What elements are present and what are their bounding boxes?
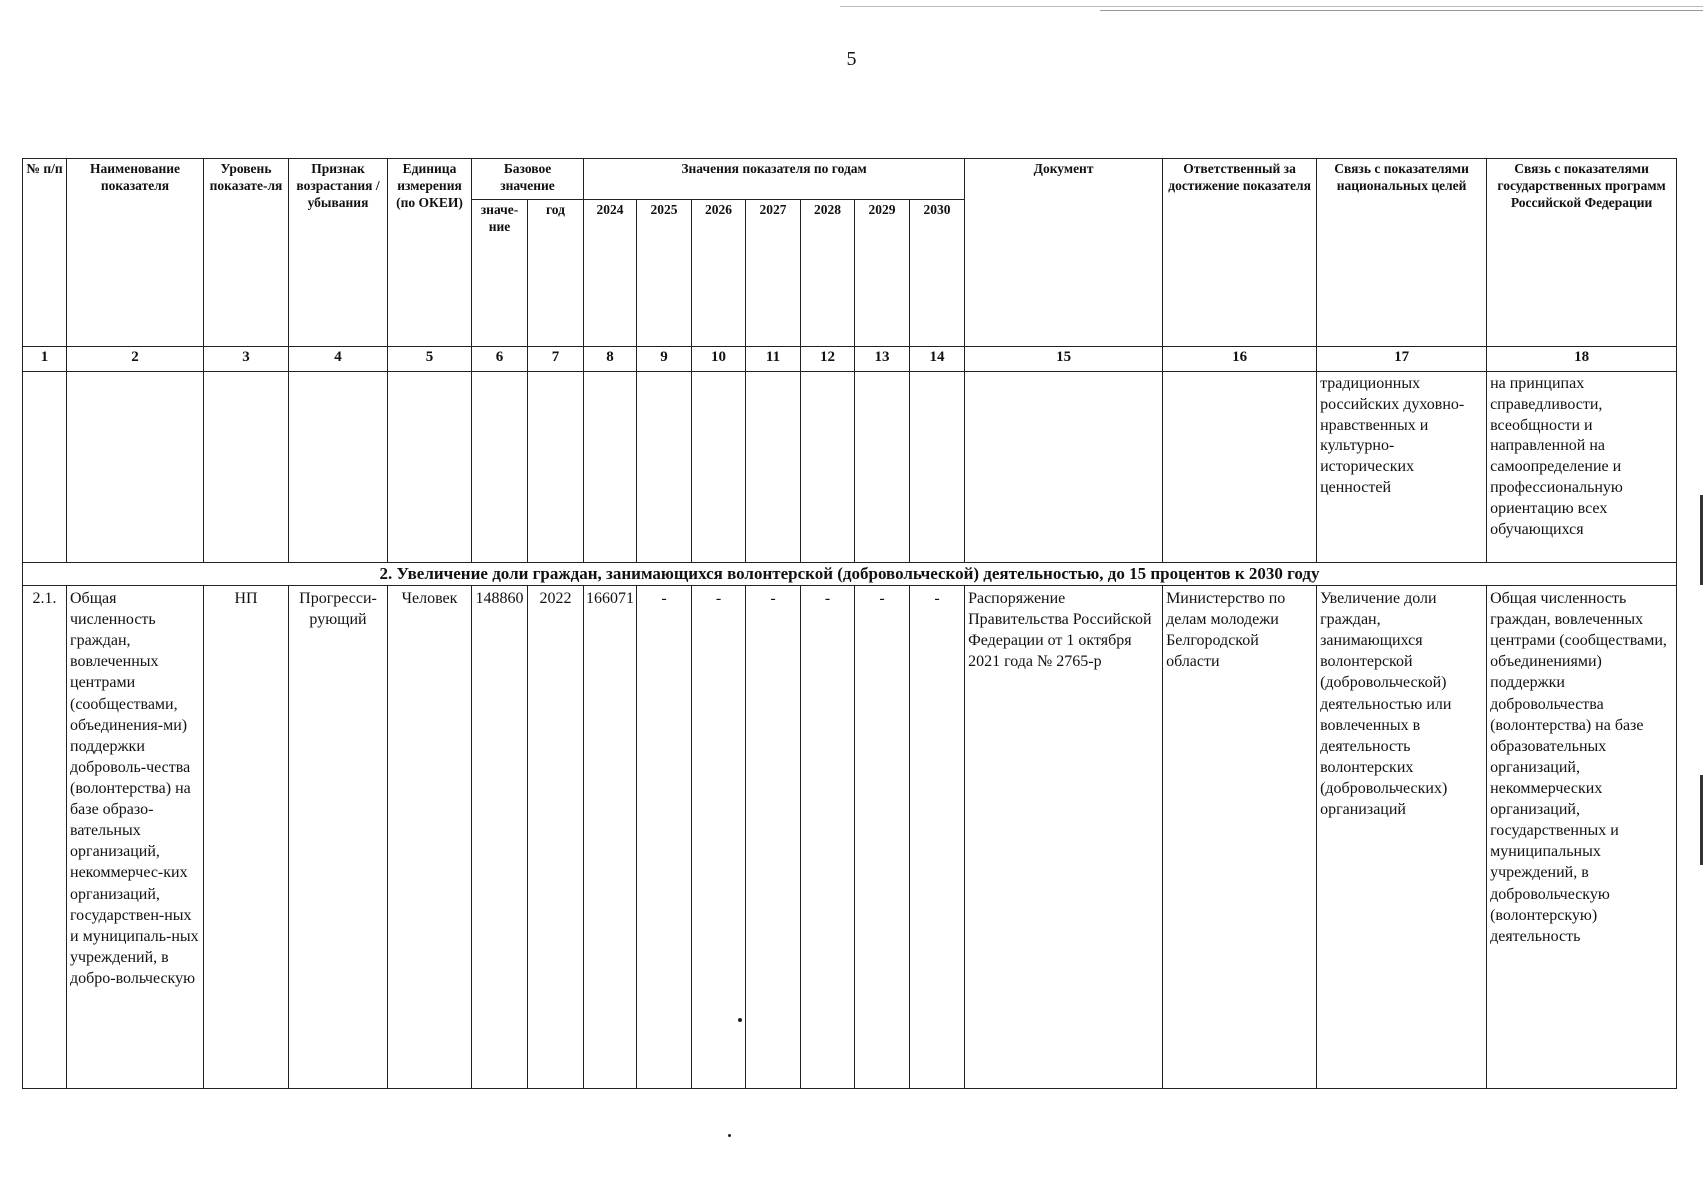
- column-number: 1: [23, 347, 67, 372]
- header-year: 2027: [746, 200, 801, 347]
- column-number: 17: [1317, 347, 1487, 372]
- column-number: 12: [801, 347, 855, 372]
- header-year: 2029: [855, 200, 910, 347]
- document-reference: Распоряжение Правительства Российской Федерации от 1 октября 2021 года № 2765-р: [965, 586, 1163, 1089]
- indicator-level: НП: [204, 586, 289, 1089]
- header-year: 2024: [584, 200, 637, 347]
- column-number: 13: [855, 347, 910, 372]
- column-number: 5: [388, 347, 472, 372]
- empty-cell: [801, 372, 855, 563]
- header-by-years: Значения показателя по годам: [584, 159, 965, 200]
- header-year: 2028: [801, 200, 855, 347]
- header-base-year: год: [528, 200, 584, 347]
- table-row: [23, 586, 1677, 1089]
- column-number: 18: [1487, 347, 1677, 372]
- column-number: 14: [910, 347, 965, 372]
- empty-cell: [388, 372, 472, 563]
- responsible-body: Министерство по делам молодежи Белгородской области: [1163, 586, 1317, 1089]
- scan-speck: [728, 1134, 731, 1137]
- header-base: Базовое значение: [472, 159, 584, 200]
- empty-cell: [637, 372, 692, 563]
- year-value: -: [801, 586, 855, 1089]
- header-year: 2026: [692, 200, 746, 347]
- header-base-value: значе-ние: [472, 200, 528, 347]
- scan-edge-line: [1100, 10, 1703, 11]
- continuation-row: [23, 372, 1677, 563]
- section-title: 2. Увеличение доли граждан, занимающихся волонтерской (добровольческой) деятельностью, до 15 процентов к 2030 году: [23, 563, 1677, 586]
- year-value: 166071: [584, 586, 637, 1089]
- indicator-unit: Человек: [388, 586, 472, 1089]
- header-responsible: Ответственный за достижение показателя: [1163, 159, 1317, 347]
- year-value: -: [910, 586, 965, 1089]
- empty-cell: [528, 372, 584, 563]
- link-national-goal: Увеличение доли граждан, занимающихся волонтерской (добровольческой) деятельностью или вовлеченных в деятельность волонтерских (добровольческих) организаций: [1317, 586, 1487, 1089]
- year-value: -: [637, 586, 692, 1089]
- header-num: № п/п: [23, 159, 67, 347]
- empty-cell: [584, 372, 637, 563]
- header-name: Наименование показателя: [67, 159, 204, 347]
- page-number: 5: [846, 48, 857, 70]
- continuation-link-state: на принципах справедливости, всеобщности и направленной на самоопределение и профессиональную ориентацию всех обучающихся: [1487, 372, 1677, 563]
- base-value: 148860: [472, 586, 528, 1089]
- row-number: 2.1.: [23, 586, 67, 1089]
- header-sign: Признак возрастания / убывания: [289, 159, 388, 347]
- column-number: 15: [965, 347, 1163, 372]
- column-number: 7: [528, 347, 584, 372]
- column-number: 2: [67, 347, 204, 372]
- empty-cell: [855, 372, 910, 563]
- column-number: 4: [289, 347, 388, 372]
- year-value: -: [855, 586, 910, 1089]
- scan-speck: [738, 1018, 742, 1022]
- header-link-state: Связь с показателями государственных программ Российской Федерации: [1487, 159, 1677, 347]
- year-value: -: [692, 586, 746, 1089]
- column-number: 9: [637, 347, 692, 372]
- empty-cell: [746, 372, 801, 563]
- empty-cell: [23, 372, 67, 563]
- header-year: 2025: [637, 200, 692, 347]
- empty-cell: [965, 372, 1163, 563]
- indicator-sign: Прогресси-рующий: [289, 586, 388, 1089]
- empty-cell: [289, 372, 388, 563]
- column-number: 16: [1163, 347, 1317, 372]
- indicator-name: Общая численность граждан, вовлеченных центрами (сообществами, объединения-ми) поддержки доброволь-чества (волонтерства) на базе образо-вательных организаций, некоммерчес-ких организаций, государствен-ных и муниципаль-ных учреждений, в добро-вольческую: [67, 586, 204, 1089]
- header-unit: Единица измерения (по ОКЕИ): [388, 159, 472, 347]
- column-number: 10: [692, 347, 746, 372]
- column-number: 8: [584, 347, 637, 372]
- header-year: 2030: [910, 200, 965, 347]
- empty-cell: [1163, 372, 1317, 563]
- column-number: 3: [204, 347, 289, 372]
- column-number: 11: [746, 347, 801, 372]
- base-year: 2022: [528, 586, 584, 1089]
- link-state-program: Общая численность граждан, вовлеченных центрами (сообществами, объединениями) поддержки добровольчества (волонтерства) на базе образовательных организаций, некоммерческих организаций, государственных и муниципальных учреждений, в добровольческую (волонтерскую) деятельность: [1487, 586, 1677, 1089]
- scan-edge-line: [840, 6, 1703, 7]
- header-row: [23, 159, 1677, 200]
- empty-cell: [472, 372, 528, 563]
- continuation-link-national: традиционных российских духовно-нравственных и культурно-исторических ценностей: [1317, 372, 1487, 563]
- empty-cell: [692, 372, 746, 563]
- header-level: Уровень показате-ля: [204, 159, 289, 347]
- section-row: [23, 563, 1677, 586]
- empty-cell: [67, 372, 204, 563]
- empty-cell: [910, 372, 965, 563]
- column-number-row: [23, 347, 1677, 372]
- year-value: -: [746, 586, 801, 1089]
- column-number: 6: [472, 347, 528, 372]
- header-document: Документ: [965, 159, 1163, 347]
- indicators-table: [22, 158, 1677, 1089]
- header-link-national: Связь с показателями национальных целей: [1317, 159, 1487, 347]
- empty-cell: [204, 372, 289, 563]
